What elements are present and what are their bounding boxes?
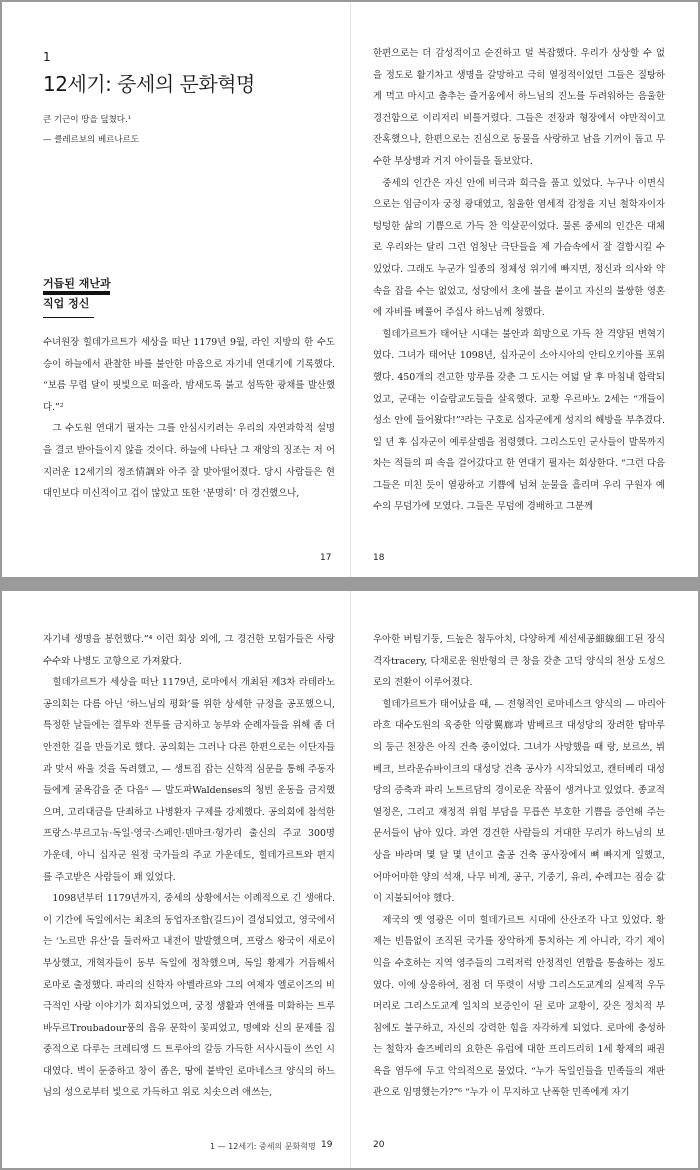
paragraph: 한편으로는 더 감성적이고 순진하고 덜 복잡했다. 우리가 상상할 수 없을 정도로 활기차고 생명을 갈망하고 극히 열정적이었던 그들은 질탕하게 먹고 마시고 춤추는 즐거움에서 하느님의 진노를 두려워하는 음울한 경건함으로 이리저리 비틀거렸다. 그들은 전장과 형장에서 야만적이고 잔혹했으나, 한편으로는 진심으로 동물을 사랑하고 남을 기꺼이 돕고 무수한 부상병과 거지 아이들을 돌보았다. — [373, 48, 665, 167]
section-rule-thin — [43, 317, 94, 318]
page-number-20: 20 — [373, 1140, 385, 1150]
section-rule-thick — [43, 291, 110, 295]
page-17-body — [43, 332, 335, 505]
paragraph: 제국의 옛 영광은 이미 힐데가르트 시대에 산산조각 나고 있었다. 황제는 빈틈없이 조직된 국가를 장악하게 통치하는 게 아니라, 각기 제이익을 수호하는 지역 영주들의 그럭저럭 안정적인 연합을 통솔하는 정도였다. 이에 상응하여, 점점 더 뚜렷이 서방 그리스도교계의 실제적 우두머리로 그리스도교계 일치의 보증인이 된 로마 교황이, 갖은 정치적 부침에도 불구하고, 자신의 강력한 힘을 자각하게 되었다. 로마에 충성하는 철학자 솔즈베리의 요한은 유럽에 대한 프리드리히 1세 황제의 패권욕을 염두에 두고 악의적으로 물었다. “누가 독일인들을 민족들의 재판관으로 임명했는가?”⁶ “누가 이 무지하고 난폭한 민족에게 자기 — [373, 914, 665, 1099]
running-footer: 1 — 12세기: 중세의 문화혁명 — [210, 1142, 316, 1151]
paragraph: 힐데가르트가 세상을 떠난 1179년, 로마에서 개최된 제3차 라테라노 공의회는 다름 아닌 ‘하느님의 평화’를 위한 상세한 규정을 공포했으니, 특정한 날들에는 결투와 전투를 금지하고 농부와 순례자들을 위해 좀 더 안전한 길을 만들기로 했다. 공의회는 그러나 다른 한편으로는 이단자들과 맞서 싸울 것을 독려했고, — 생트집 잡는 신학적 심문을 통해 주동자들에게 굴욕감을 준 다음⁵ — 발도파Waldenses의 청빈 운동을 금지했으며, 고리대금을 단죄하고 나병환자 구제를 강제했다. 공의회에 참석한 프랑스·부르고뉴·독일·영국·스페인·덴마크·헝가리 출신의 주교 300명 가운데, 아니 십자군 원정 국가들의 주교 가운데도, 힐데가르트와 편지를 주고받은 사람들이 꽤 있었다. — [43, 677, 335, 883]
section-heading-line-1: 거듭된 재난과 — [43, 277, 111, 290]
paragraph: 수녀원장 힐데가르트가 세상을 떠난 1179년 9월, 라인 지방의 한 수도승이 하늘에서 관찰한 바를 불안한 마음으로 자기네 연대기에 기록했다. “보름 무렵 달이 핏빛으로 떠올라, 밤새도록 붉고 섬뜩한 광채를 발산했다.”² — [43, 337, 335, 413]
page-19-body — [43, 629, 335, 1104]
paragraph: 힐데가르트가 태어났을 때, — 전형적인 로마네스크 양식의 — 마리아 라흐 대수도원의 육중한 익랑翼廊과 밤베르크 대성당의 장려한 탑마루의 둥근 천장은 아직 건축 중이었다. 그녀가 사망했을 때 랑, 보르쓰, 뷔베크, 브라운슈바이크의 대성당 건축 공사가 시작되었고, 캔터베리 대성당의 증축과 파리 노트르담의 경이로운 작품이 생겨나고 있었다. 종교적 열정은, 그리고 재정적 위험 부담을 무릅쓴 부호한 기쁨을 증언해 주는 문서들이 남아 있다. 과연 경건한 사람들의 거대한 무리가 하느님의 보상을 바라며 몇 달 몇 년이고 출공 건축 공사장에서 뼈 빠지게 일했고, 어마어마한 양의 석재, 나무 비계, 공구, 기중기, 유리, 수레끄는 짐승 값이 지불되어야 했다. — [373, 698, 665, 905]
page-number-19: 19 — [321, 1140, 333, 1150]
paragraph: 우아한 버팀기둥, 드높은 첨두아치, 다양하게 세선세공細線細工된 장식격자tracery, 다채로운 원반형의 큰 창을 갖춘 고딕 양식의 천상 도성으로의 전환이 이루어졌다. — [373, 634, 665, 689]
chapter-title: 12세기: 중세의 문화혁명 — [43, 72, 255, 96]
page-20-body — [373, 629, 665, 1104]
page-number-17: 17 — [320, 553, 332, 563]
paragraph: 힐데가르트가 태어난 시대는 불안과 희망으로 가득 찬 격양된 변혁기였다. 그녀가 태어난 1098년, 십자군이 소아시아의 안티오키아를 포위했다. 450개의 견고한 망루를 갖춘 그 도시는 여덟 달 후 마침내 함락되었고, 군대는 이슬람교도들을 살육했다. 교황 우르바노 2세는 “개들이 성소 안에 들어왔다!”³라는 구호로 십자군에게 성지의 해방을 부추겼다. 일 년 후 십자군이 예루살렘을 점령했다. 그리스도인 군사들이 발목까지 차는 적들의 피 속을 걸어갔다고 한 연대기 필자는 회상한다. “그런 다음 그들은 미친 듯이 열광하고 기쁨에 넘쳐 눈물을 흘리며 우리 구원자 예수의 무덤가에 모였다. 그들은 무덤에 경배하고 그분께 — [373, 328, 665, 513]
paragraph: 자기네 생명을 봉헌했다.”⁴ 이런 회상 외에, 그 경건한 모험가들은 사랑수수와 나병도 고향으로 가져왔다. — [43, 634, 335, 667]
section-heading-line-2: 직업 정신 — [43, 297, 90, 310]
paragraph: 중세의 인간은 자신 안에 비극과 희극을 품고 있었다. 누구나 이면식으로는 임금이자 궁정 광대였고, 침울한 염세적 감정을 지닌 철학자이자 텅텅한 삶의 기쁨으로 가득 찬 익살꾼이었다. 물론 중세의 인간은 대체로 우리와는 달리 그런 엄청난 극단들을 제 가슴속에서 잘 결합시킬 수 있었다. 그래도 누군가 일종의 정체성 위기에 빠지면, 정신과 의사와 약속을 잡을 수는 없었고, 성당에서 초에 불을 붙이고 자신의 불쌍한 영혼에 자비를 베풀어 주십사 하느님께 청했다. — [373, 177, 665, 319]
bottom-spread — [2, 591, 698, 1168]
epigraph-source: — 클레르보의 베르나르도 — [43, 135, 140, 145]
page-18-body — [373, 43, 665, 518]
epigraph-text: 큰 기근이 땅을 덮쳤다.¹ — [43, 115, 132, 125]
epigraph — [43, 110, 139, 150]
paragraph: 그 수도원 연대기 필자는 그를 안심시키려는 우리의 자연과학적 설명을 결코 받아들이지 않을 것이다. 하늘에 나타난 그 재앙의 징조는 저 어지러운 12세기의 정조情調와 아주 잘 맞아떨어졌다. 당시 사람들은 현대인보다 미신적이고 겁이 많았고 또한 ‘분명히’ 더 경건했으나, — [43, 423, 335, 500]
paragraph: 1098년부터 1179년까지, 중세의 상황에서는 이례적으로 긴 생애다. 이 기간에 독일에서는 최초의 동업자조합(길드)이 결성되었고, 영국에서는 ‘노르만 유산’을 둘러싸고 내전이 발발했으며, 프랑스 왕국이 새로이 부상했고, 개혁자들이 동부 독일에 정착했으며, 독일 황제가 거듭해서 로마로 출정했다. 파리의 신학자 아벨라르와 그의 여제자 엘로이즈의 비극적인 사랑 이야기가 회자되었으며, 궁정 생활과 연애를 미화하는 트루바두르Troubadour풍의 음유 문학이 꽃피었고, 명예와 신의 문제를 집중적으로 다루는 크레티앵 드 트루아의 갈등 가득한 서사시들이 쓰인 시대였다. 벽이 둔중하고 창이 좁은, 땅에 붙박인 로마네스크 양식의 하느님의 성으로부터 빛으로 가득하고 위로 치솟으려 애쓰는, — [43, 893, 335, 1099]
top-spread — [2, 2, 698, 577]
gutter-line — [350, 591, 351, 1168]
gutter-line — [350, 2, 351, 577]
page-number-18: 18 — [373, 553, 385, 563]
chapter-number: 1 — [43, 50, 51, 64]
